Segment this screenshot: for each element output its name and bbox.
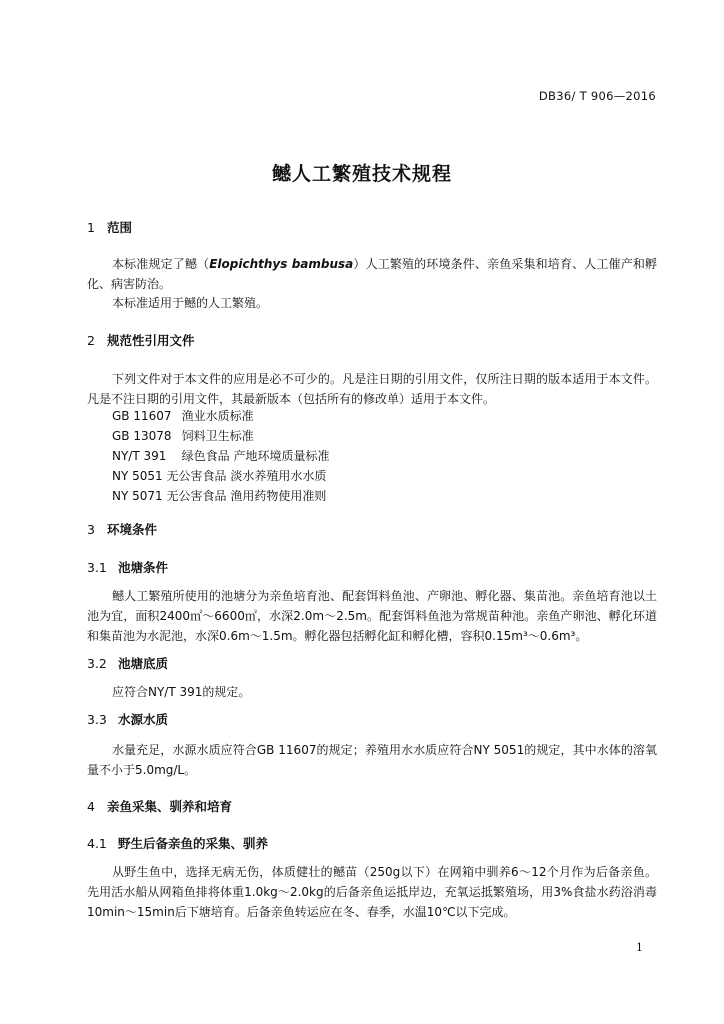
section-3-3-para: 水量充足，水源水质应符合GB 11607的规定；养殖用水水质应符合NY 5051的规定，其中水体的溶氧量不小于5.0mg/L。: [87, 743, 657, 777]
reference-name: 渔业水质标准: [181, 409, 254, 423]
reference-item: [87, 446, 657, 466]
reference-code: NY/T 391: [112, 449, 167, 463]
reference-item: [87, 486, 657, 506]
section-number: 2: [87, 333, 95, 348]
section-4-1-heading: [87, 834, 657, 854]
reference-list: [87, 406, 657, 506]
section-title: 池塘底质: [118, 656, 169, 671]
section-number: 1: [87, 220, 95, 235]
reference-code: GB 13078: [112, 429, 172, 443]
latin-name: Elopichthys bambusa: [209, 257, 354, 271]
section-3-2-heading: [87, 654, 657, 674]
section-3-3-heading: [87, 710, 657, 730]
section-1-para-1: [87, 254, 657, 294]
section-title: 范围: [107, 220, 133, 235]
section-title: 亲鱼采集、驯养和培育: [107, 799, 233, 814]
section-2-para-1: 下列文件对于本文件的应用是必不可少的。凡是注日期的引用文件，仅所注日期的版本适用于本文件。凡是不注日期的引用文件，其最新版本（包括所有的修改单）适用于本文件。: [87, 372, 657, 406]
section-title: 野生后备亲鱼的采集、驯养: [118, 836, 269, 851]
section-number: 3: [87, 522, 95, 537]
section-2-heading: [87, 331, 657, 351]
reference-code: GB 11607: [112, 409, 172, 423]
section-number: 3.1: [87, 560, 107, 575]
reference-item: [87, 406, 657, 426]
section-1-para-2: 本标准适用于鳡的人工繁殖。: [112, 296, 269, 310]
reference-name: 无公害食品 渔用药物使用准则: [166, 489, 327, 503]
standard-code: DB36/ T 906—2016: [538, 89, 656, 103]
reference-code: NY 5051: [112, 469, 163, 483]
section-number: 4.1: [87, 836, 107, 851]
reference-name: 无公害食品 淡水养殖用水水质: [166, 469, 327, 483]
reference-code: NY 5071: [112, 489, 163, 503]
section-3-1-heading: [87, 558, 657, 578]
section-3-2-para: 应符合NY/T 391的规定。: [112, 685, 251, 699]
reference-name: 饲料卫生标准: [181, 429, 254, 443]
section-1-heading: [87, 218, 657, 238]
reference-item: [87, 466, 657, 486]
reference-name: 绿色食品 产地环境质量标准: [181, 449, 330, 463]
section-title: 水源水质: [118, 712, 169, 727]
section-number: 4: [87, 799, 95, 814]
section-4-heading: [87, 797, 657, 817]
section-number: 3.3: [87, 712, 107, 727]
section-title: 规范性引用文件: [107, 333, 195, 348]
document-title: 鳡人工繁殖技术规程: [271, 163, 452, 185]
section-title: 池塘条件: [118, 560, 169, 575]
section-4-1-para: 从野生鱼中，选择无病无伤，体质健壮的鳡苗（250g以下）在网箱中驯养6～12个月作为后备亲鱼。先用活水船从网箱鱼排将体重1.0kg～2.0kg的后备亲鱼运抵岸边，充氧运抵繁殖场，用3%食盐水药浴消毒10min～15min后下塘培育。后备亲鱼转运应在冬、春季，水温10℃以下完成。: [87, 865, 657, 919]
text-run: 本标准规定了鳡（: [112, 257, 210, 271]
section-title: 环境条件: [107, 522, 158, 537]
page-number: 1: [636, 941, 643, 954]
reference-item: [87, 426, 657, 446]
text-run: ）人工繁殖的环境条件、亲鱼采集和培育、人工催产和孵化、病害防治。: [87, 257, 657, 291]
section-3-heading: [87, 520, 657, 540]
section-number: 3.2: [87, 656, 107, 671]
section-3-1-para: 鳡人工繁殖所使用的池塘分为亲鱼培育池、配套饵料鱼池、产卵池、孵化器、集苗池。亲鱼培育池以土池为宜，面积2400㎡～6600㎡，水深2.0m～2.5m。配套饵料鱼池为常规苗种池。亲鱼产卵池、孵化环道和集苗池为水泥池，水深0.6m～1.5m。孵化器包括孵化缸和孵化槽，容积0.15m³～0.6m³。: [87, 589, 657, 643]
